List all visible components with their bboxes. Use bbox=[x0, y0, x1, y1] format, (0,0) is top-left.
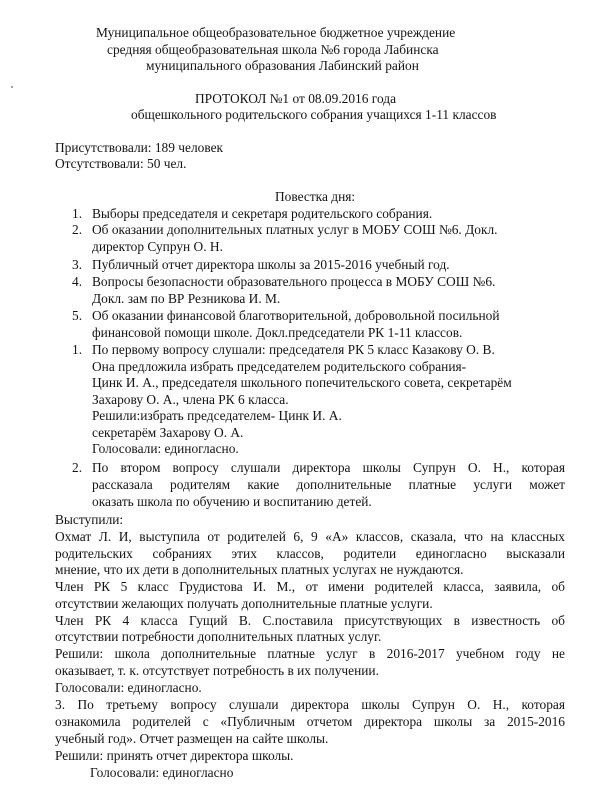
question-1-text: Захарову О. А., члена РК 6 класса. bbox=[92, 392, 289, 407]
question-3-text: учебный год». Отчет размещен на сайте школы. bbox=[55, 731, 329, 746]
question-2-text: По втором вопросу слушали директора школы Супрун О. Н., которая bbox=[92, 460, 565, 475]
question-2-vote: Голосовали: единогласно. bbox=[55, 680, 202, 695]
agenda-item-text: Об оказании финансовой благотворительной, добровольной посильной bbox=[92, 308, 500, 323]
question-1-text: Цинк И. А., председателя школьного попечительского совета, секретарём bbox=[92, 375, 512, 390]
question-1-text: Она предложила избрать председателем родительского собрания- bbox=[92, 359, 467, 374]
school-name-line-2: средняя общеобразовательная школа №6 города Лабинска bbox=[107, 42, 439, 57]
school-name-line-3: муниципального образования Лабинский район bbox=[146, 58, 419, 73]
question-number: 2. bbox=[72, 460, 83, 475]
scan-speck bbox=[11, 86, 13, 88]
question-number: 1. bbox=[72, 342, 83, 357]
speaker-text: Охмат Л. И, выступила от родителей 6, 9 «А» классов, сказала, что на классных bbox=[55, 529, 565, 544]
speaker-text: мнение, что их дети в дополнительных платных услугах не нуждаются. bbox=[55, 562, 464, 577]
agenda-item-text: Докл. зам по ВР Резникова И. М. bbox=[92, 291, 281, 306]
agenda-item-number: 5. bbox=[72, 308, 83, 323]
question-2-text: оказать школа по обучению и воспитанию детей. bbox=[92, 494, 372, 509]
attendance-present: Присутствовали: 189 человек bbox=[55, 140, 224, 155]
question-2-decision: Решили: школа дополнительные платные услуг в 2016-2017 учебном году не bbox=[55, 646, 565, 661]
speaker-text: Член РК 4 класса Гущий В. С.поставила присутствующих в известность об bbox=[55, 613, 565, 628]
agenda-item-number: 3. bbox=[72, 257, 83, 272]
question-1-decision: секретарём Захарову О. А. bbox=[92, 425, 244, 440]
speaker-text: отсутствии желающих получать дополнительные платные услуги. bbox=[55, 596, 433, 611]
question-3-text: ознакомила родителей с «Публичным отчетом директора школы за 2015-2016 bbox=[55, 714, 565, 729]
question-2-text: рассказала родителям какие дополнительные платные услуги может bbox=[92, 477, 565, 492]
speaker-text: родительских собраниях этих классов, родители единогласно высказали bbox=[55, 546, 565, 561]
agenda-item-text: Публичный отчет директора школы за 2015-2016 учебный год. bbox=[92, 257, 450, 272]
agenda-item-text: Выборы председателя и секретаря родительского собрания. bbox=[92, 206, 433, 221]
agenda-item-number: 2. bbox=[72, 222, 83, 237]
question-3-text: 3. По третьему вопросу слушали директора школы Супрун О. Н., которая bbox=[55, 697, 565, 712]
question-1-vote: Голосовали: единогласно. bbox=[92, 441, 239, 456]
question-1-text: По первому вопросу слушали: председателя РК 5 класс Казакову О. В. bbox=[92, 342, 495, 357]
agenda-item-text: финансовой помощи школе. Докл.председатели РК 1-11 классов. bbox=[92, 325, 463, 340]
agenda-item-text: Об оказании дополнительных платных услуг в МОБУ СОШ №6. Докл. bbox=[92, 222, 498, 237]
protocol-subtitle: общешкольного родительского собрания учащихся 1-11 классов bbox=[131, 107, 497, 122]
speakers-label: Выступили: bbox=[55, 512, 124, 527]
agenda-item-text: Вопросы безопасности образовательного процесса в МОБУ СОШ №6. bbox=[92, 274, 496, 289]
attendance-absent: Отсутствовали: 50 чел. bbox=[55, 156, 187, 171]
speaker-text: Член РК 5 класс Грудистова И. М., от имени родителей класса, заявила, об bbox=[55, 579, 565, 594]
question-3-vote: Голосовали: единогласно bbox=[90, 765, 234, 780]
question-2-decision: оказывает, т. к. отсутствует потребность в их получении. bbox=[55, 663, 379, 678]
agenda-item-number: 4. bbox=[72, 274, 83, 289]
agenda-item-number: 1. bbox=[72, 206, 83, 221]
speaker-text: отсутствии потребности дополнительных платных услуг. bbox=[55, 629, 382, 644]
agenda-item-text: директор Супрун О. Н. bbox=[92, 239, 223, 254]
agenda-heading: Повестка дня: bbox=[275, 189, 356, 204]
question-3-decision: Решили: принять отчет директора школы. bbox=[55, 748, 294, 763]
question-1-decision: Решили:избрать председателем- Цинк И. А. bbox=[92, 408, 342, 423]
protocol-title: ПРОТОКОЛ №1 от 08.09.2016 года bbox=[195, 91, 397, 106]
school-name-line-1: Муниципальное общеобразовательное бюджетное учреждение bbox=[96, 25, 456, 40]
